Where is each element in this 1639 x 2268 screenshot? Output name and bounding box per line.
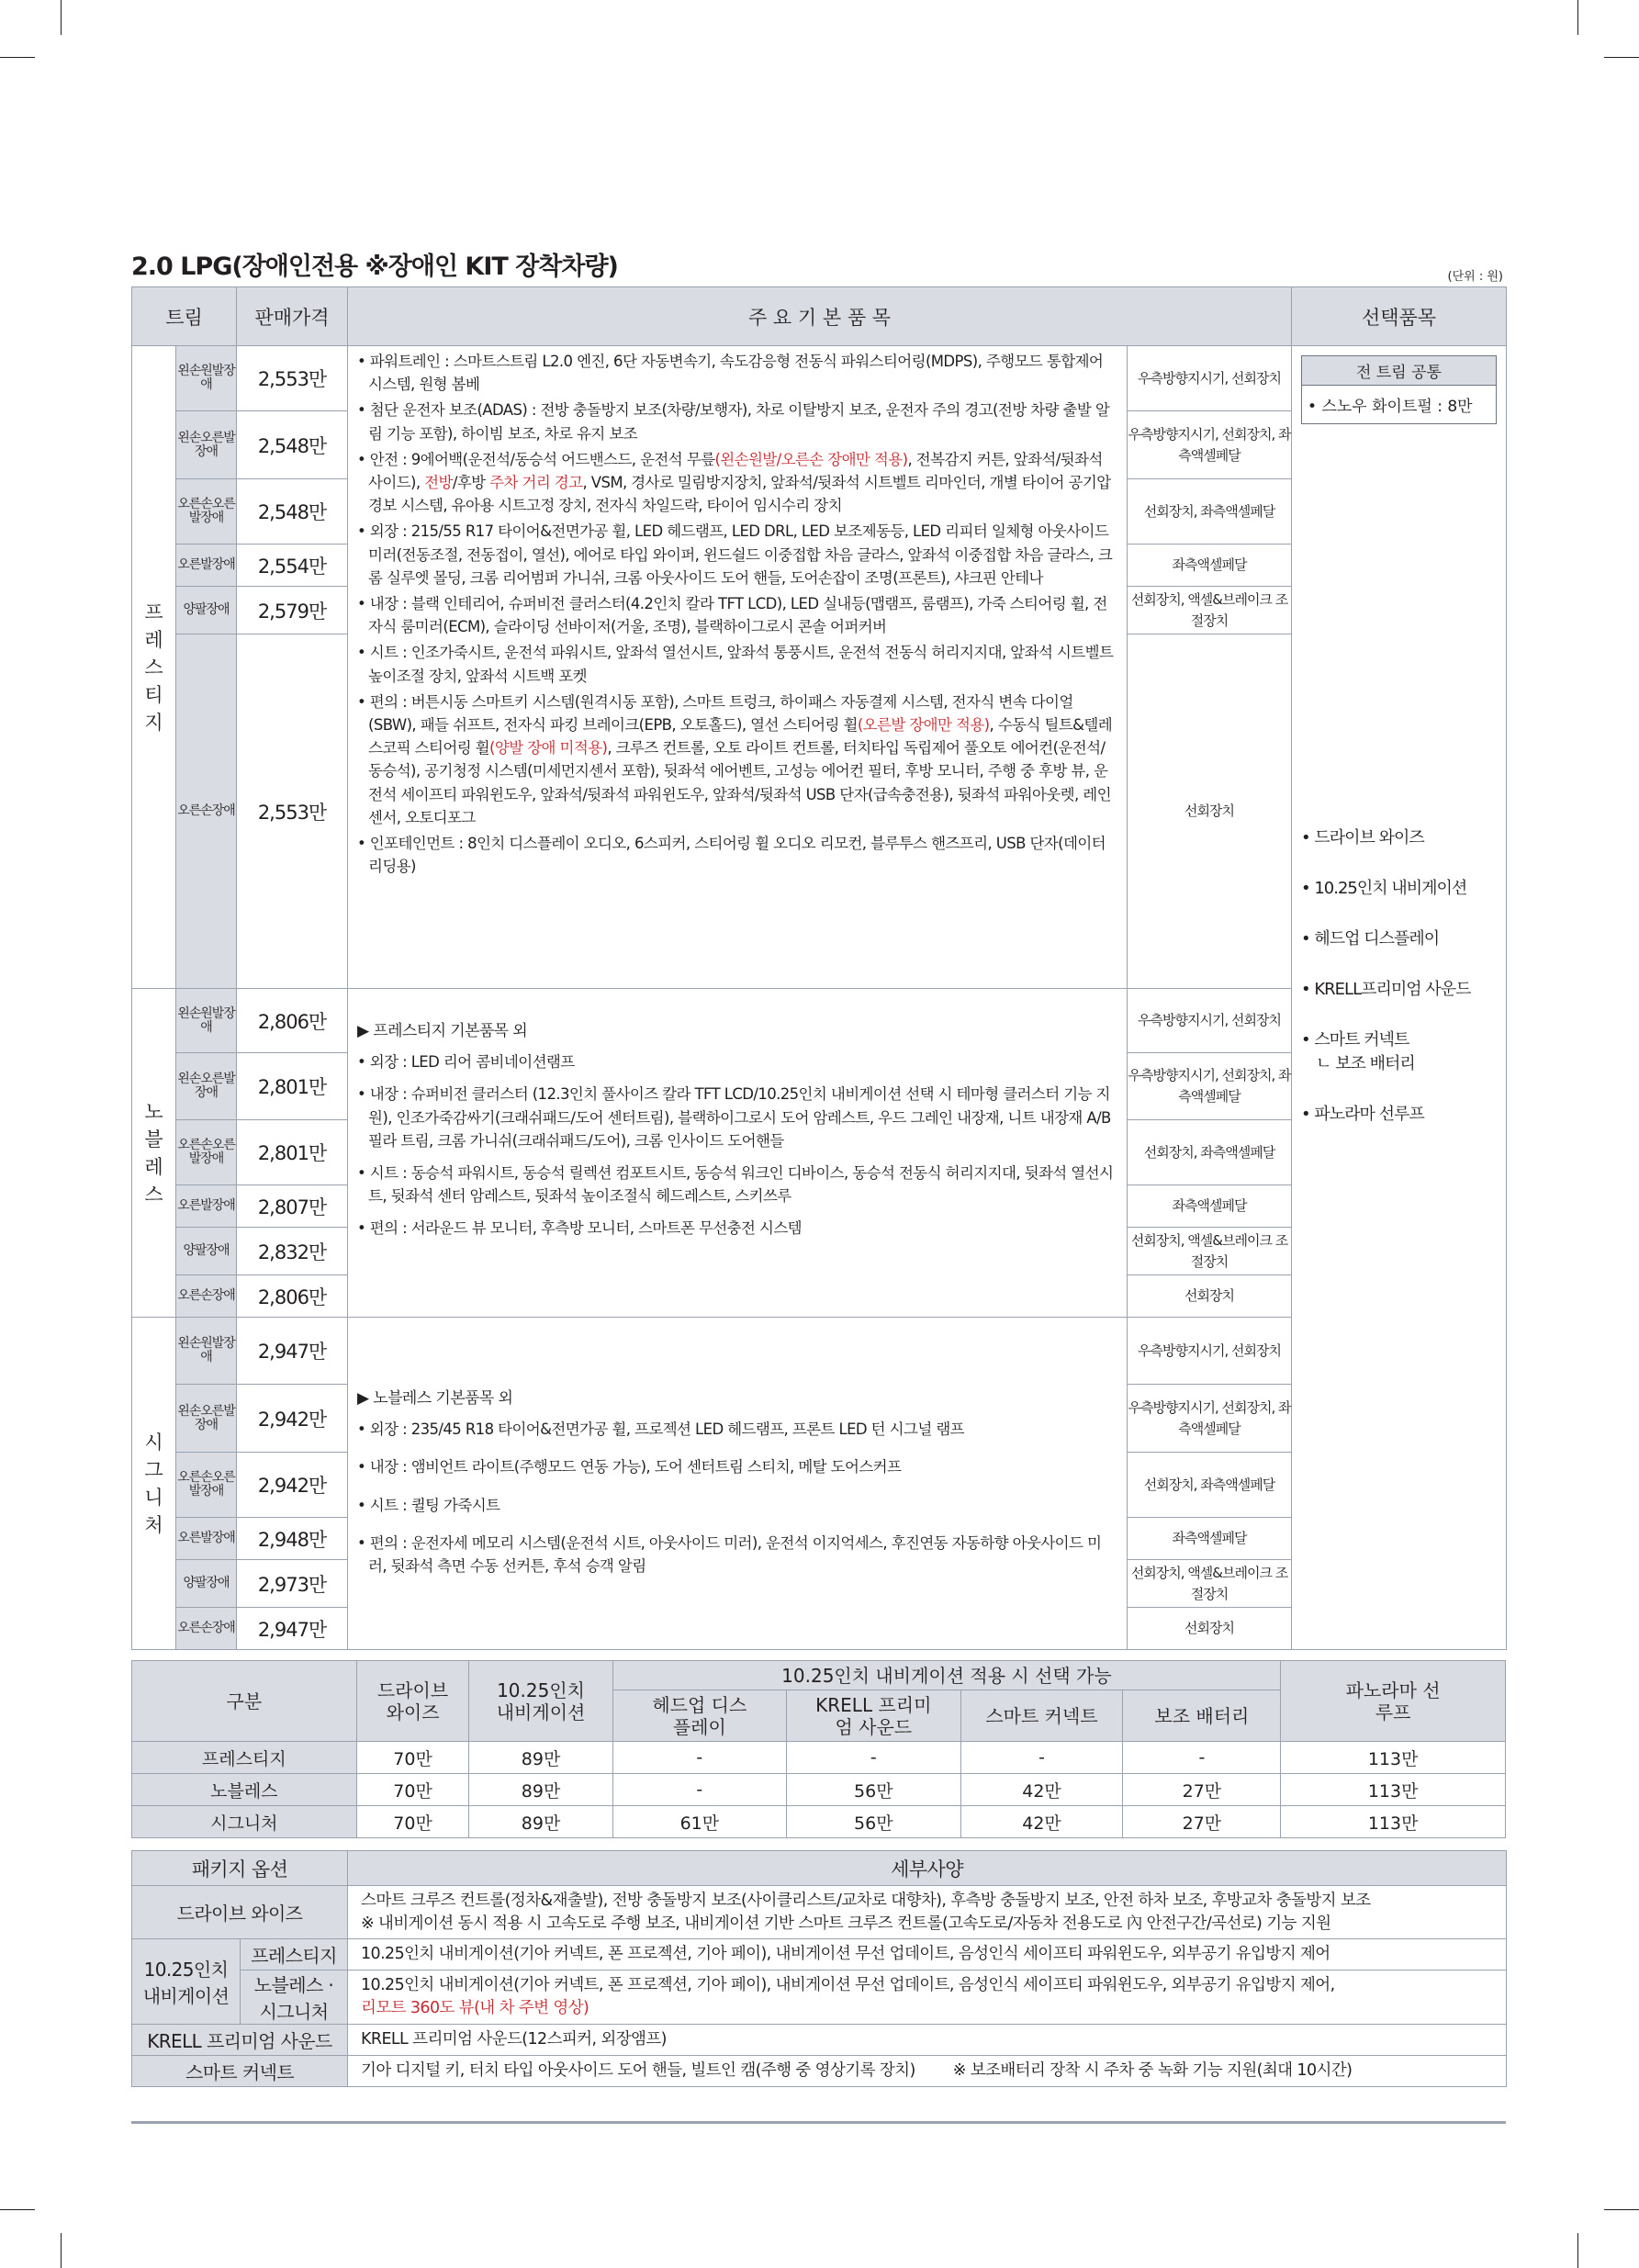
feature-item: • 외장 : LED 리어 콤비네이션램프 [357,1053,575,1072]
sub-type: 왼손원발장애 [176,346,237,411]
trim-noblesse [132,989,176,1318]
device-options: 선회장치, 좌측액셀페달 [1128,1120,1292,1185]
features-noblesse [348,989,1128,1318]
page-title: 2.0 LPG(장애인전용 ※장애인 KIT 장착차량) [131,253,618,281]
cell: 27만 [1123,1774,1281,1806]
sub-type: 왼손원발장애 [176,1318,237,1385]
detail-note: ※ 내비게이션 동시 적용 시 고속도로 주행 보조, 내비게이션 기반 스마트 크루즈 컨트롤(고속도로/자동차 전용도로 內 안전구간/곡선로) 기능 지원 [361,1914,1331,1933]
sub-type: 오른발장애 [176,545,237,587]
feature-item: • 인포테인먼트 : 8인치 디스플레이 오디오, 6스피커, 스티어링 휠 오디오 리모컨, 블루투스 핸즈프리, USB 단자(데이터 리딩용) [357,835,1106,876]
device-options: 선회장치 [1128,634,1292,989]
price: 2,807만 [237,1185,348,1228]
header-price: 판매가격 [237,287,348,346]
selection-item: • 스마트 커넥트 [1301,1030,1409,1050]
trim-signature [132,1318,176,1650]
pkg-drive-wise: 드라이브 와이즈 [132,1886,348,1939]
sub-type: 오른손장애 [176,634,237,989]
sub-type: 왼손오른발장애 [176,1053,237,1120]
pkg-nav-prestige: 프레스티지 [241,1939,348,1970]
sub-type: 왼손오른발장애 [176,1385,237,1453]
col-package: 패키지 옵션 [132,1851,348,1886]
price: 2,579만 [237,587,348,634]
crop-mark [0,2209,35,2210]
bottom-rule [131,2121,1506,2124]
feature-item: • 파워트레인 : 스마트스트림 L2.0 엔진, 6단 자동변속기, 속도감응형 전동식 파워스티어링(MDPS), 주행모드 통합제어 시스템, 원형 봄베 [357,353,1104,394]
trim-label: 노블레스 [144,1100,163,1206]
feature-item: • 시트 : 퀼팅 가죽시트 [357,1496,500,1514]
device-options: 좌측액셀페달 [1128,1518,1292,1560]
price: 2,553만 [237,346,348,411]
col-navigation: 10.25인치 내비게이션 [469,1661,612,1742]
feature-item: • 편의 : 서라운드 뷰 모니터, 후측방 모니터, 스마트폰 무선충전 시스템 [357,1219,802,1238]
detail-line: 스마트 크루즈 컨트롤(정차&재출발), 전방 충돌방지 보조(사이클리스트/교차로 대향차), 후측방 충돌방지 보조, 안전 하차 보조, 후방교차 충돌방지 보조 [361,1891,1371,1910]
trim-label: 프레스티지 [144,601,163,734]
selection-subitem: ㄴ 보조 배터리 [1316,1054,1415,1073]
cell: 89만 [469,1742,612,1774]
feature-item: • 내장 : 앰비언트 라이트(주행모드 연동 가능), 도어 센터트림 스티치, 메탈 도어스커프 [357,1458,902,1476]
price: 2,948만 [237,1518,348,1560]
trim-prestige [132,346,176,989]
feature-item: • 외장 : 235/45 R18 타이어&전면가공 휠, 프로젝션 LED 헤드램프, 프론트 LED 턴 시그널 램프 [357,1420,964,1439]
unit-note: (단위 : 원) [1447,270,1503,284]
pkg-navigation: 10.25인치 내비게이션 [132,1939,241,2025]
sub-type: 오른발장애 [176,1518,237,1560]
price: 2,548만 [237,411,348,479]
cell: - [960,1742,1123,1774]
sub-type: 오른손장애 [176,1275,237,1318]
price: 2,942만 [237,1453,348,1518]
device-options: 선회장치 [1128,1608,1292,1650]
selection-item: • KRELL프리미엄 사운드 [1301,980,1471,999]
sub-type: 오른손오른발장애 [176,1453,237,1518]
device-options: 선회장치, 액셀&브레이크 조절장치 [1128,587,1292,634]
sub-type: 양팔장애 [176,1560,237,1608]
crop-mark [61,0,62,35]
sub-type: 오른손오른발장애 [176,1120,237,1185]
feature-item: • 편의 : 버튼시동 스마트키 시스템(원격시동 포함), 스마트 트렁크, 하이패스 자동결제 시스템, 전자식 변속 다이얼(SBW), 패들 쉬프트, 전자식 파킹 브레이크(EPB, 오토홀드), 열선 스티어링 휠(오른발 장애만 적용), 수동식 틸트&텔레스코픽 스티어링 휠(양발 장애 미적용), 크루즈 컨트롤, 오토 라이트 컨트롤, 터치타입 독립제어 풀오토 에어컨(운전석/동승석), 공기청정 시스템(미세먼지센서 포함), 뒷좌석 에어벤트, 고성능 에어컨 필터, 후방 모니터, 주행 중 후방 뷰, 운전석 세이프티 파워윈도우, 앞좌석/뒷좌석 파워윈도우, 앞좌석/뒷좌석 USB 단자(급속충전용), 뒷좌석 파워아웃렛, 레인센서, 오토디포그 [357,692,1113,826]
feature-item: • 시트 : 동승석 파워시트, 동승석 릴렉션 컴포트시트, 동승석 워크인 디바이스, 동승석 전동식 허리지지대, 뒷좌석 열선시트, 뒷좌석 센터 암레스트, 뒷좌석 높이조절식 헤드레스트, 스키쓰루 [357,1164,1114,1206]
device-options: 우측방향지시기, 선회장치, 좌측액셀페달 [1128,1053,1292,1120]
cell: 56만 [787,1774,960,1806]
cell: 27만 [1123,1806,1281,1838]
device-options: 좌측액셀페달 [1128,545,1292,587]
common-option-item: • 스노우 화이트펄 : 8만 [1308,398,1473,416]
col-panorama: 파노라마 선루프 [1281,1661,1506,1742]
cell: 42만 [960,1774,1123,1806]
main-trim-table [131,286,1507,1650]
price: 2,947만 [237,1608,348,1650]
sub-type: 양팔장애 [176,587,237,634]
feature-item: • 편의 : 운전자세 메모리 시스템(운전석 시트, 아웃사이드 미러), 운전석 이지억세스, 후진연동 자동하향 아웃사이드 미러, 뒷좌석 측면 수동 선커튼, 후석 승객 알림 [357,1533,1102,1576]
crop-mark [1577,2233,1578,2268]
crop-mark [0,57,35,58]
cell: 61만 [612,1806,786,1838]
cell: 113만 [1281,1806,1506,1838]
cell: 42만 [960,1806,1123,1838]
price: 2,947만 [237,1318,348,1385]
header-options: 선택품목 [1292,287,1507,346]
price: 2,832만 [237,1228,348,1275]
cell: 70만 [356,1742,469,1774]
trim-label: 시그니처 [144,1431,163,1536]
feature-item: • 내장 : 블랙 인테리어, 슈퍼비전 클러스터(4.2인치 칼라 TFT LCD), LED 실내등(맵램프, 룸램프), 가죽 스티어링 휠, 전자식 룸미러(ECM), 슬라이딩 선바이저(거울, 조명), 블랙하이그로시 콘솔 어퍼커버 [357,595,1107,636]
device-options: 선회장치, 액셀&브레이크 조절장치 [1128,1560,1292,1608]
col-category: 구분 [132,1661,357,1742]
col-hud: 헤드업 디스플레이 [612,1690,786,1742]
package-table [131,1850,1507,2087]
selection-item: • 헤드업 디스플레이 [1301,929,1440,949]
col-smart-connect: 스마트 커넥트 [960,1690,1123,1742]
price: 2,801만 [237,1120,348,1185]
common-option-box [1301,355,1497,424]
selection-item: • 파노라마 선루프 [1301,1105,1424,1124]
cell: 56만 [787,1806,960,1838]
detail-note: ※ 보조배터리 장착 시 주차 중 녹화 기능 지원(최대 10시간) [952,2061,1353,2080]
feature-item: • 시트 : 인조가죽시트, 운전석 파워시트, 앞좌석 열선시트, 앞좌석 통풍시트, 운전석 전동식 허리지지대, 앞좌석 시트벨트 높이조절 장치, 앞좌석 시트백 포켓 [357,644,1114,685]
crop-mark [1604,57,1639,58]
feature-item: • 안전 : 9에어백(운전석/동승석 어드밴스드, 운전석 무릎(왼손원발/오른손 장애만 적용), 전복감지 커튼, 앞좌석/뒷좌석 사이드), 전방/후방 주차 거리 경고, VSM, 경사로 밀림방지장치, 앞좌석/뒷좌석 시트벨트 리마인더, 개별 타이어 공기압 경보 시스템, 유아용 시트고정 장치, 전자식 차일드락, 타이어 임시수리 장치 [357,450,1111,515]
cell: - [787,1742,960,1774]
device-options: 우측방향지시기, 선회장치, 좌측액셀페달 [1128,1385,1292,1453]
sub-type: 오른손오른발장애 [176,479,237,545]
row-trim: 시그니처 [132,1806,357,1838]
price: 2,801만 [237,1053,348,1120]
device-options: 선회장치 [1128,1275,1292,1318]
col-aux-battery: 보조 배터리 [1123,1690,1281,1742]
cell: 70만 [356,1774,469,1806]
price: 2,554만 [237,545,348,587]
price: 2,553만 [237,634,348,989]
detail-line: 10.25인치 내비게이션(기아 커넥트, 폰 프로젝션, 기아 페이), 내비게이션 무선 업데이트, 음성인식 세이프티 파워윈도우, 외부공기 유입방지 제어, [361,1976,1335,1994]
detail-line: 기아 디지털 키, 터치 타입 아웃사이드 도어 핸들, 빌트인 캠(주행 중 영상기록 장치) [361,2061,915,2080]
selection-list [1301,825,1497,1125]
header-features: 주 요 기 본 품 목 [348,287,1292,346]
pkg-nav-noblesse-detail [348,1970,1507,2025]
pkg-smart-connect-detail [348,2056,1507,2087]
col-detail: 세부사양 [348,1851,1507,1886]
feature-item: • 첨단 운전자 보조(ADAS) : 전방 충돌방지 보조(차량/보행자), 차로 이탈방지 보조, 운전자 주의 경고(전방 차량 출발 알림 기능 포함), 하이빔 보조, 차로 유지 보조 [357,401,1110,443]
cell: 70만 [356,1806,469,1838]
feature-head: ▶ 노블레스 기본품목 외 [357,1389,513,1408]
col-nav-group: 10.25인치 내비게이션 적용 시 선택 가능 [612,1661,1281,1690]
pkg-nav-prestige-detail: 10.25인치 내비게이션(기아 커넥트, 폰 프로젝션, 기아 페이), 내비게이션 무선 업데이트, 음성인식 세이프티 파워윈도우, 외부공기 유입방지 제어 [348,1939,1507,1970]
header-trim: 트림 [132,287,237,346]
device-options: 선회장치, 좌측액셀페달 [1128,479,1292,545]
feature-head: ▶ 프레스티지 기본품목 외 [357,1022,528,1040]
device-options: 선회장치, 좌측액셀페달 [1128,1453,1292,1518]
sub-type: 왼손원발장애 [176,989,237,1053]
pkg-drive-wise-detail [348,1886,1507,1939]
features-signature [348,1318,1128,1650]
option-price-table [131,1660,1506,1838]
selection-item: • 드라이브 와이즈 [1301,828,1424,848]
sub-type: 오른발장애 [176,1185,237,1228]
cell: 89만 [469,1774,612,1806]
detail-highlight: 리모트 360도 뷰(내 차 주변 영상) [361,1999,589,2017]
cell: - [612,1774,786,1806]
device-options: 선회장치, 액셀&브레이크 조절장치 [1128,1228,1292,1275]
sub-type: 왼손오른발장애 [176,411,237,479]
price: 2,806만 [237,989,348,1053]
sub-type: 양팔장애 [176,1228,237,1275]
row-trim: 노블레스 [132,1774,357,1806]
price: 2,806만 [237,1275,348,1318]
device-options: 우측방향지시기, 선회장치 [1128,989,1292,1053]
crop-mark [1577,0,1578,35]
device-options: 우측방향지시기, 선회장치 [1128,346,1292,411]
features-prestige [348,346,1128,989]
pkg-krell-detail: KRELL 프리미엄 사운드(12스피커, 외장앰프) [348,2025,1507,2056]
col-drive-wise: 드라이브 와이즈 [356,1661,469,1742]
device-options: 우측방향지시기, 선회장치, 좌측액셀페달 [1128,411,1292,479]
cell: 113만 [1281,1742,1506,1774]
price: 2,973만 [237,1560,348,1608]
sub-type: 오른손장애 [176,1608,237,1650]
device-options: 우측방향지시기, 선회장치 [1128,1318,1292,1385]
cell: - [1123,1742,1281,1774]
device-options: 좌측액셀페달 [1128,1185,1292,1228]
feature-item: • 외장 : 215/55 R17 타이어&전면가공 휠, LED 헤드램프, LED DRL, LED 보조제동등, LED 리피터 일체형 아웃사이드 미러(전동조절, 전동접이, 열선), 에어로 타입 와이퍼, 윈드쉴드 이중접합 차음 글라스, 앞좌석 이중접합 차음 글라스, 크롬 실루엣 몰딩, 크롬 리어범퍼 가니쉬, 크롬 아웃사이드 도어 핸들, 도어손잡이 조명(프론트), 샤크핀 안테나 [357,522,1113,587]
cell: 113만 [1281,1774,1506,1806]
cell: - [612,1742,786,1774]
col-krell: KRELL 프리미엄 사운드 [787,1690,960,1742]
cell: 89만 [469,1806,612,1838]
pkg-krell: KRELL 프리미엄 사운드 [132,2025,348,2056]
common-option-title: 전 트림 공통 [1302,356,1496,386]
crop-mark [61,2233,62,2268]
pkg-smart-connect: 스마트 커넥트 [132,2056,348,2087]
pkg-nav-noblesse: 노블레스 · 시그니처 [241,1970,348,2025]
selection-item: • 10.25인치 내비게이션 [1301,879,1467,898]
feature-item: • 내장 : 슈퍼비전 클러스터 (12.3인치 풀사이즈 칼라 TFT LCD/10.25인치 내비게이션 선택 시 테마형 클러스터 기능 지원), 인조가죽감싸기(크래쉬패드/도어 센터트림), 블랙하이그로시 도어 암레스트, 우드 그레인 내장재, 니트 내장재 A/B필라 트림, 크롬 가니쉬(크래쉬패드/도어), 크롬 인사이드 도어핸들 [357,1085,1111,1150]
crop-mark [1604,2209,1639,2210]
price: 2,548만 [237,479,348,545]
selection-options [1292,346,1507,1650]
row-trim: 프레스티지 [132,1742,357,1774]
price: 2,942만 [237,1385,348,1453]
